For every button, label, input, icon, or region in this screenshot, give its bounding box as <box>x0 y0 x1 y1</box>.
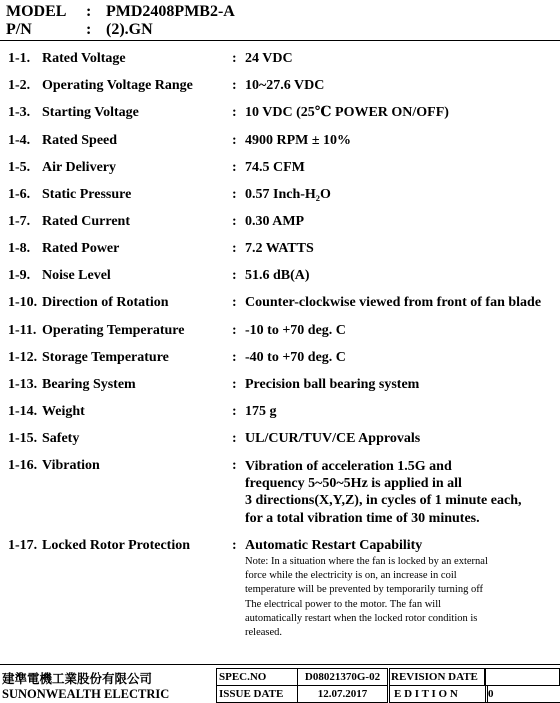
spec-number: 1-3. <box>8 105 31 120</box>
spec-label: Storage Temperature <box>42 350 169 365</box>
spec-number: 1-10. <box>8 295 38 310</box>
header-divider <box>0 40 560 41</box>
note-line: temperature will be prevented by temporarily turning off <box>245 584 484 595</box>
spec-value: 0.57 Inch-H₂O <box>245 187 331 202</box>
spec-number: 1-1. <box>8 51 31 66</box>
spec-colon: : <box>232 51 237 66</box>
pn-colon: : <box>86 21 92 38</box>
note-line: force while the electricity is on, an increase in coil <box>245 570 457 581</box>
spec-value: 0.30 AMP <box>245 214 305 229</box>
spec-value: -10 to +70 deg. C <box>245 323 346 338</box>
spec-label: Operating Voltage Range <box>42 78 193 93</box>
model-key: MODEL <box>6 3 67 20</box>
spec-value: 74.5 CFM <box>245 160 305 175</box>
edition-label: E D I T I O N <box>389 685 488 703</box>
spec-colon: : <box>232 295 237 310</box>
model-colon: : <box>86 3 92 20</box>
spec-colon: : <box>232 268 237 283</box>
note-line: released. <box>245 627 283 638</box>
spec-colon: : <box>232 350 237 365</box>
spec-number: 1-5. <box>8 160 31 175</box>
spec-number: 1-13. <box>8 377 38 392</box>
spec-label: Weight <box>42 404 85 419</box>
spec-number: 1-9. <box>8 268 31 283</box>
spec-label: Static Pressure <box>42 187 132 202</box>
revision-date-value <box>485 668 560 686</box>
issue-date-value: 12.07.2017 <box>297 685 388 703</box>
spec-no-value: D08021370G-02 <box>297 668 388 686</box>
spec-value: 175 g <box>245 404 277 419</box>
spec-label: Air Delivery <box>42 160 116 175</box>
spec-value: 10~27.6 VDC <box>245 78 325 93</box>
spec-number: 1-8. <box>8 241 31 256</box>
revision-date-label: REVISION DATE <box>389 668 485 686</box>
issue-date-label: ISSUE DATE <box>216 685 298 703</box>
edition-value: 0 <box>485 685 560 703</box>
spec-colon: : <box>232 133 237 148</box>
spec-colon: : <box>232 377 237 392</box>
spec-colon: : <box>232 214 237 229</box>
vibration-line: for a total vibration time of 30 minutes. <box>245 511 480 526</box>
spec-value: Counter-clockwise viewed from front of fan blade <box>245 295 542 310</box>
spec-number: 1-16. <box>8 458 38 473</box>
note-line: The electrical power to the motor. The fan will <box>245 599 442 610</box>
spec-label: Operating Temperature <box>42 323 185 338</box>
company-name-english: SUNONWEALTH ELECTRIC <box>2 687 170 701</box>
spec-colon: : <box>232 323 237 338</box>
spec-colon: : <box>232 187 237 202</box>
vibration-line: frequency 5~50~5Hz is applied in all <box>245 476 462 491</box>
spec-number: 1-7. <box>8 214 31 229</box>
spec-value: -40 to +70 deg. C <box>245 350 346 365</box>
spec-number: 1-4. <box>8 133 31 148</box>
spec-number: 1-6. <box>8 187 31 202</box>
vibration-line: 3 directions(X,Y,Z), in cycles of 1 minute each, <box>245 493 522 508</box>
vibration-line: Vibration of acceleration 1.5G and <box>245 459 452 474</box>
spec-label: Rated Voltage <box>42 51 126 66</box>
spec-value: Automatic Restart Capability <box>245 538 423 553</box>
spec-colon: : <box>232 538 237 553</box>
spec-value: 51.6 dB(A) <box>245 268 310 283</box>
spec-label: Rated Power <box>42 241 120 256</box>
spec-colon: : <box>232 160 237 175</box>
spec-label: Rated Current <box>42 214 131 229</box>
spec-value: 7.2 WATTS <box>245 241 314 256</box>
spec-label: Locked Rotor Protection <box>42 538 191 553</box>
spec-number: 1-12. <box>8 350 38 365</box>
model-value: PMD2408PMB2-A <box>106 3 235 20</box>
spec-no-label: SPEC.NO <box>216 668 298 686</box>
spec-number: 1-2. <box>8 78 31 93</box>
spec-value: 4900 RPM ± 10% <box>245 133 352 148</box>
spec-label: Direction of Rotation <box>42 295 169 310</box>
footer <box>0 666 560 703</box>
note-line: Note: In a situation where the fan is locked by an external <box>245 556 488 567</box>
spec-label: Starting Voltage <box>42 105 139 120</box>
spec-value: Precision ball bearing system <box>245 377 420 392</box>
spec-number: 1-14. <box>8 404 38 419</box>
note-line: automatically restart when the locked rotor condition is <box>245 613 478 624</box>
pn-value: (2).GN <box>106 21 153 38</box>
spec-label: Vibration <box>42 458 100 473</box>
spec-number: 1-11. <box>8 323 37 338</box>
spec-number: 1-17. <box>8 538 38 553</box>
spec-label: Safety <box>42 431 80 446</box>
pn-key: P/N <box>6 21 32 38</box>
footer-divider <box>0 664 560 665</box>
spec-label: Bearing System <box>42 377 136 392</box>
spec-colon: : <box>232 458 237 473</box>
spec-colon: : <box>232 431 237 446</box>
company-name-chinese: 建準電機工業股份有限公司 <box>2 672 153 686</box>
spec-colon: : <box>232 241 237 256</box>
spec-colon: : <box>232 105 237 120</box>
spec-value: 10 VDC (25℃ POWER ON/OFF) <box>245 105 449 120</box>
spec-label: Noise Level <box>42 268 111 283</box>
spec-number: 1-15. <box>8 431 38 446</box>
spec-colon: : <box>232 78 237 93</box>
spec-value: UL/CUR/TUV/CE Approvals <box>245 431 421 446</box>
spec-value: 24 VDC <box>245 51 293 66</box>
spec-label: Rated Speed <box>42 133 118 148</box>
spec-colon: : <box>232 404 237 419</box>
